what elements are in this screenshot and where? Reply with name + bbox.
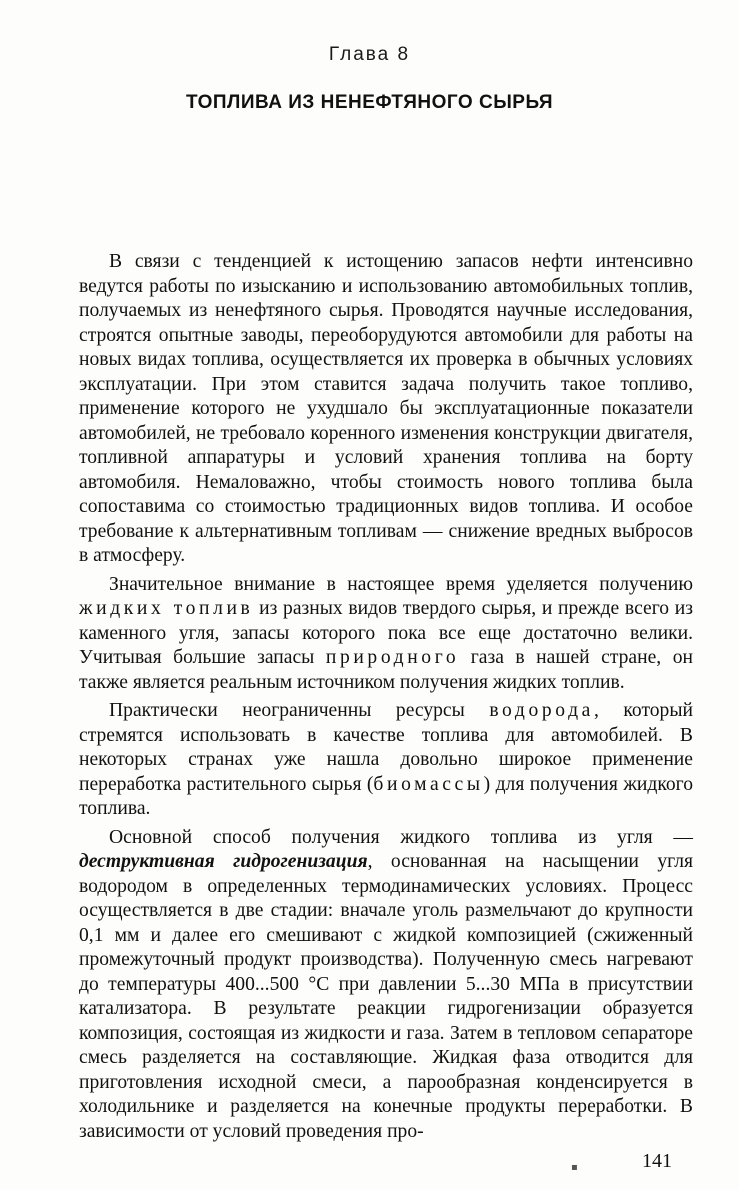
paragraph-text: В связи с тенденцией к истощению запасов нефти интенсивно ведутся работы по изысканию и использованию автомобильных топлив, получаемых из ненефтяного сырья. Проводятся научные исследования, строятся опытные заводы, переоборудуются автомобили для работы на новых видах топлива, осуществляется их проверка в обычных условиях эксплуатации. При этом ставится задача получить такое топливо, применение которого не ухудшало бы эксплуатационные показатели автомобилей, не требовало коренного изменения конструкции двигателя, топливной аппаратуры и условий хранения топлива на борту автомобиля. Немаловажно, чтобы стоимость нового топлива была сопоставима со стоимостью традиционных видов топлива. И особое требование к альтернативным топливам — снижение вредных выбросов в атмосферу. — [79, 251, 693, 566]
spaced-emphasis: биомассы — [373, 773, 484, 795]
paragraph — [79, 699, 693, 822]
paragraph-text: , который стремятся использовать в качестве топлива для автомобилей. В некоторых странах уже нашла довольно широкое применение переработка растительного сырья ( — [79, 700, 693, 795]
spaced-emphasis: природного — [325, 647, 460, 668]
paragraph — [79, 573, 693, 696]
paragraph — [79, 826, 693, 1145]
paragraph-text: газа в нашей стране, он также является реальным источником получения жидких топлив. — [79, 647, 693, 693]
paragraph-text: Значительное внимание в настоящее время уделяется получению — [109, 573, 693, 595]
paragraph-text: Практически неограниченны ресурсы — [109, 700, 490, 721]
paragraph-text: Основной способ получения жидкого топлива из угля — — [109, 826, 693, 848]
paragraph-text: ) для получения жидкого топлива. — [79, 773, 693, 819]
spaced-emphasis: жидких топлив — [79, 598, 254, 619]
paragraph-text: , основанная на насыщении угля водородом в определенных термодинамических условиях. Процесс осуществляется в две стадии: вначале уголь размельчают до крупности 0,1 мм и далее его смешивают с жидкой композицией (сжиженный промежуточный продукт производства). Полученную смесь нагревают до температуры 400...500 °С при давлении 5...30 МПа в присутствии катализатора. В результате реакции гидрогенизации образуется композиция, состоящая из жидкости и газа. Затем в тепловом сепараторе смесь разделяется на составляющие. Жидкая фаза отводится для приготовления исходной смеси, а парообразная конденсируется в холодильнике и разделяется на конечные продукты переработки. В зависимости от условий проведения про- — [79, 851, 693, 1142]
paragraph-text: из разных видов твердого сырья, и прежде всего из каменного угля, запасы которого пока все еще достаточно велики. Учитывая большие запасы — [79, 598, 693, 668]
spaced-emphasis: водорода — [489, 700, 594, 721]
page-body — [79, 250, 693, 1148]
paragraph — [79, 250, 693, 569]
chapter-label: Глава 8 — [328, 44, 411, 65]
scan-speck: ▪ — [571, 1162, 578, 1173]
chapter-title: ТОПЛИВА ИЗ НЕНЕФТЯНОГО СЫРЬЯ — [185, 92, 554, 113]
page-number: 141 — [642, 1150, 672, 1172]
term-emphasis: деструктивная гидрогенизация — [79, 851, 368, 872]
